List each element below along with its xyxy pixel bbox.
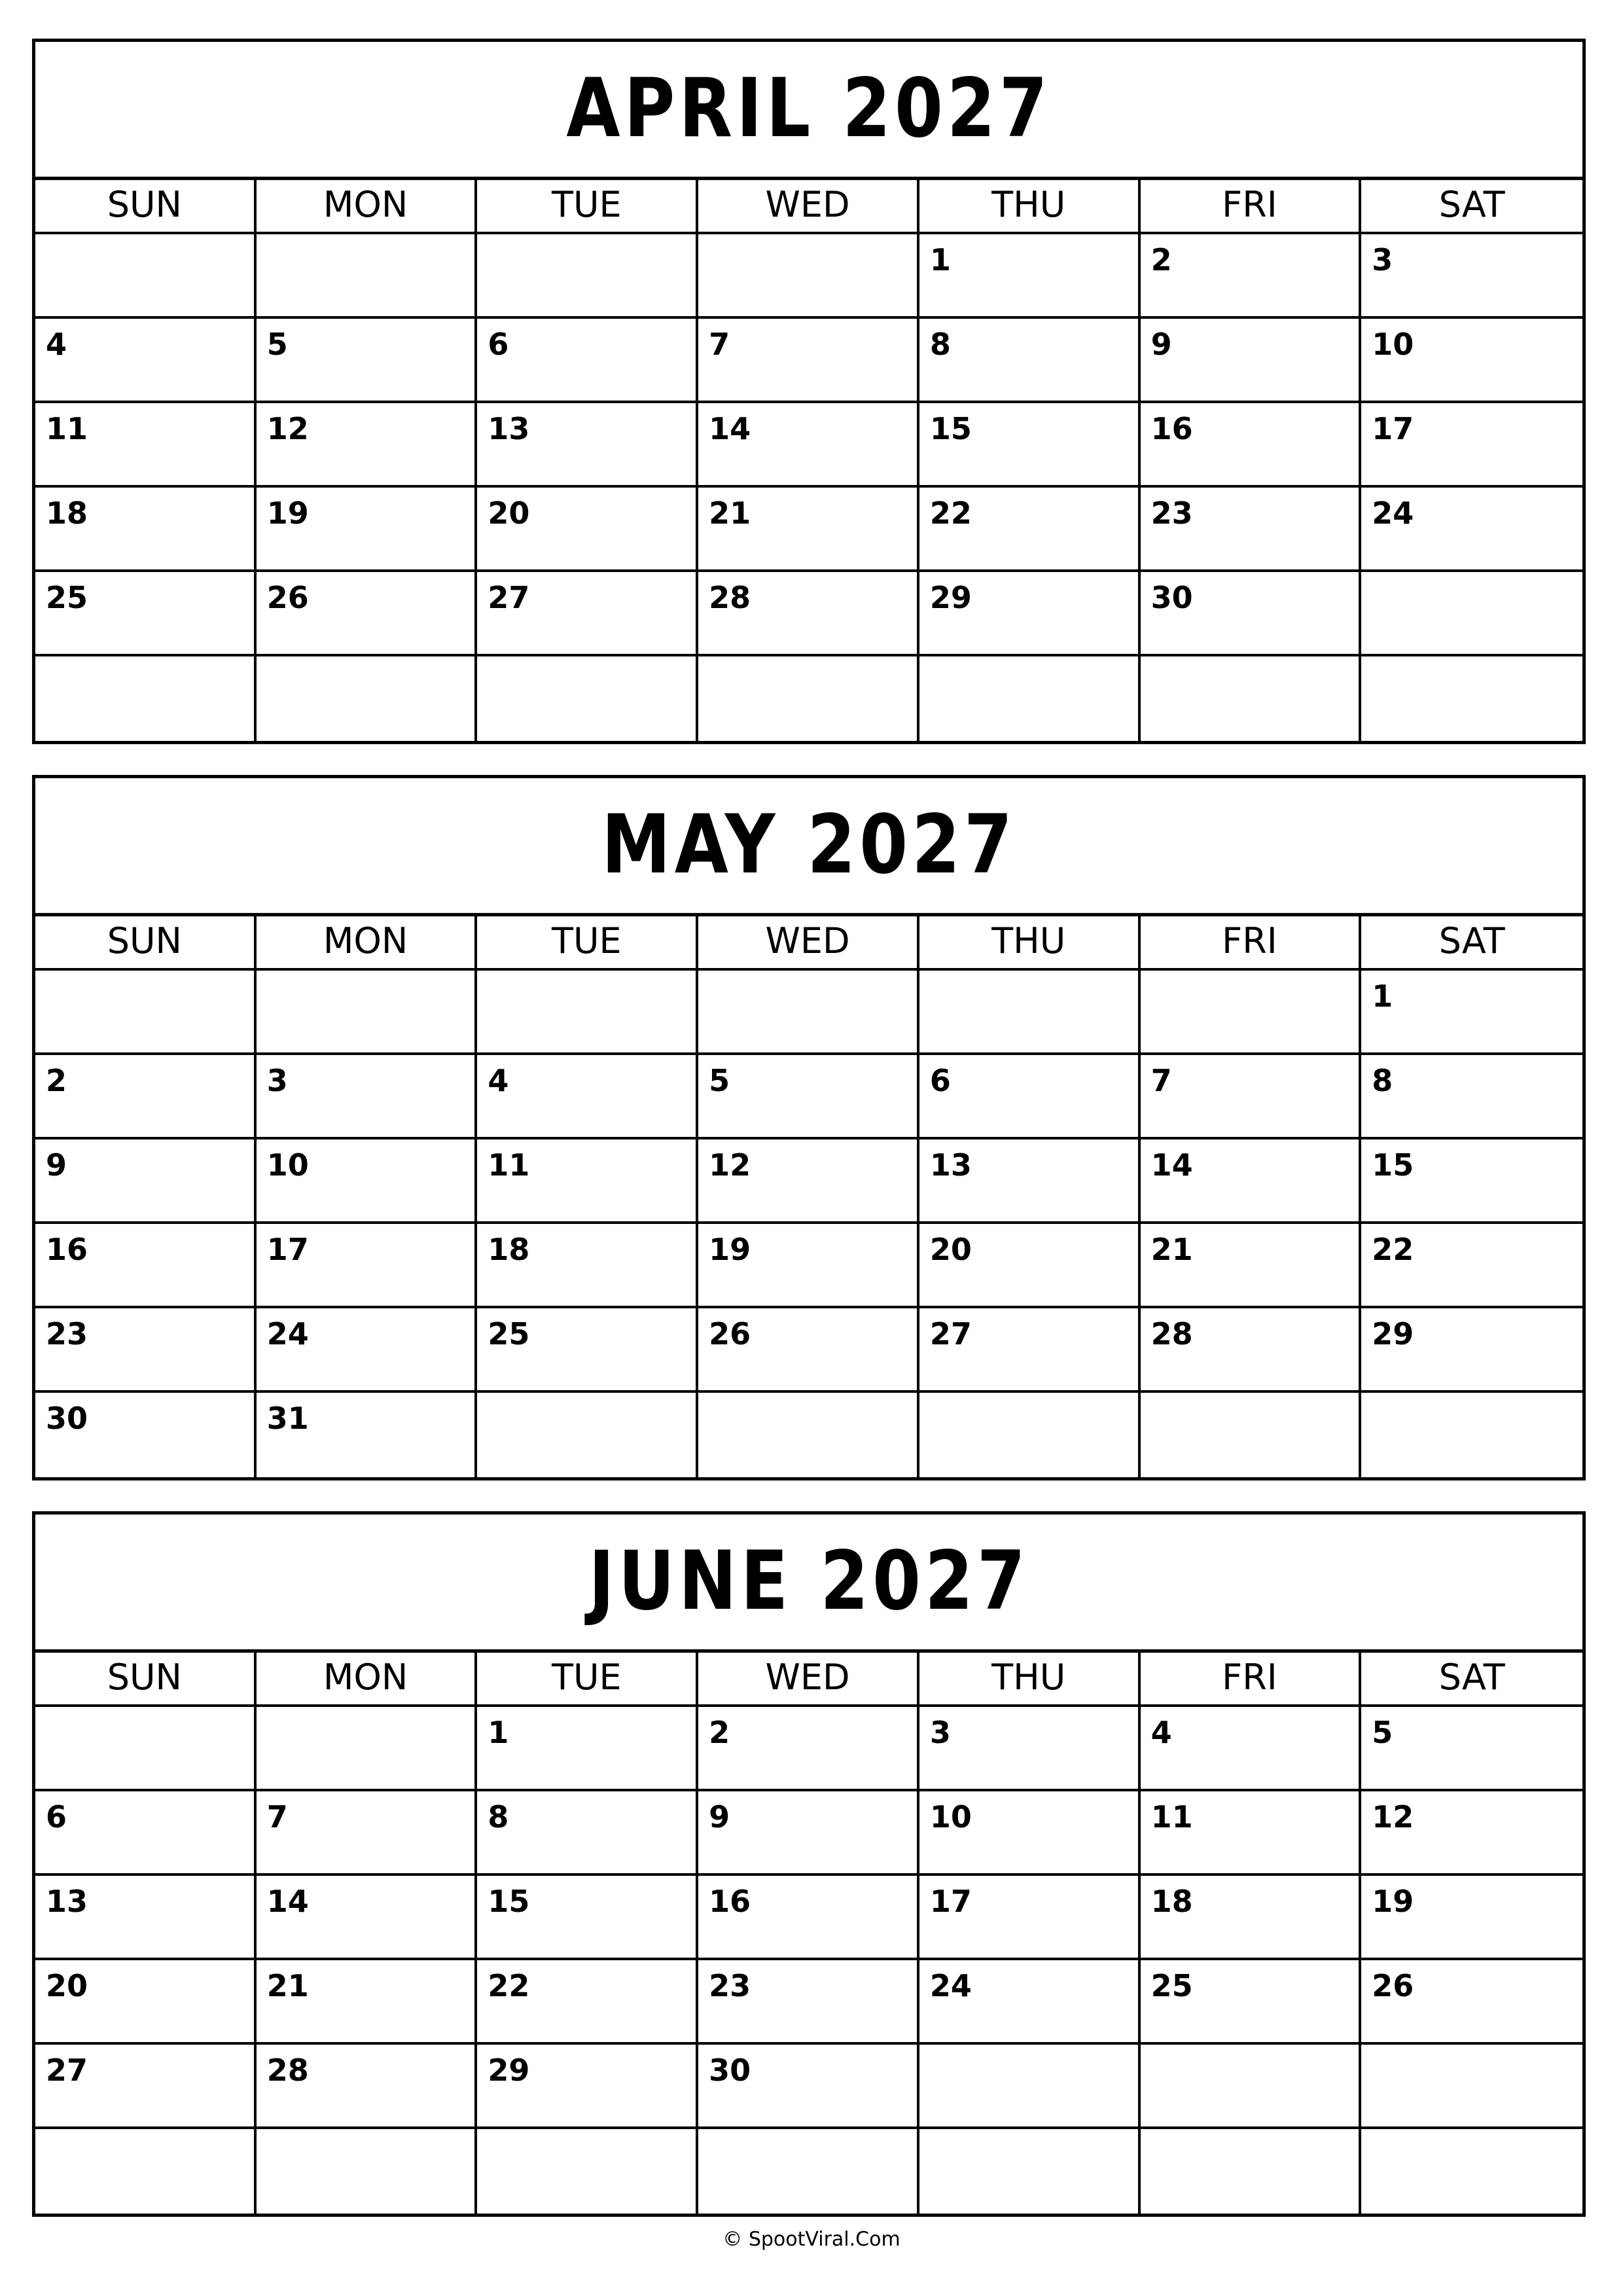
day-cell: [35, 971, 257, 1055]
day-cell: 14: [257, 1876, 478, 1960]
day-cell: [257, 234, 478, 319]
day-cell: 7: [1141, 1055, 1362, 1139]
day-cell: 21: [257, 1960, 478, 2045]
day-cell: 21: [698, 488, 919, 572]
weekday-header: SAT: [1361, 177, 1582, 234]
day-cell: 7: [257, 1791, 478, 1876]
day-cell: [698, 1393, 919, 1477]
day-cell: 6: [477, 319, 698, 403]
day-cell: 5: [257, 319, 478, 403]
day-cell: 13: [919, 1139, 1141, 1224]
day-cell: [35, 2129, 257, 2214]
day-cell: [919, 971, 1141, 1055]
day-cell: 27: [477, 572, 698, 656]
day-cell: [698, 234, 919, 319]
day-cell: [257, 971, 478, 1055]
day-cell: 2: [35, 1055, 257, 1139]
day-cell: 23: [35, 1308, 257, 1393]
day-cell: [477, 656, 698, 741]
month-calendar: [32, 39, 1586, 744]
day-cell: 15: [477, 1876, 698, 1960]
day-cell: [919, 656, 1141, 741]
day-cell: 17: [1361, 403, 1582, 488]
day-cell: 25: [1141, 1960, 1362, 2045]
day-cell: 19: [1361, 1876, 1582, 1960]
day-cell: 15: [919, 403, 1141, 488]
day-cell: 16: [35, 1224, 257, 1308]
weekday-header: THU: [919, 913, 1141, 971]
weekday-header: TUE: [477, 913, 698, 971]
day-cell: 1: [477, 1707, 698, 1791]
weekday-header: MON: [257, 177, 478, 234]
month-calendar: [32, 1511, 1586, 2217]
weekday-header: SAT: [1361, 1649, 1582, 1707]
day-cell: 28: [257, 2045, 478, 2129]
day-cell: 20: [477, 488, 698, 572]
day-cell: 30: [35, 1393, 257, 1477]
day-cell: 3: [1361, 234, 1582, 319]
day-cell: 17: [257, 1224, 478, 1308]
day-cell: 7: [698, 319, 919, 403]
day-cell: 27: [919, 1308, 1141, 1393]
day-cell: 20: [35, 1960, 257, 2045]
month-title: APRIL 2027: [35, 39, 1582, 180]
day-cell: 30: [1141, 572, 1362, 656]
weekday-header: WED: [698, 177, 919, 234]
day-cell: 8: [1361, 1055, 1582, 1139]
day-cell: [1361, 656, 1582, 741]
copyright-footer: © SpootViral.Com: [722, 2228, 901, 2251]
day-cell: 3: [257, 1055, 478, 1139]
day-cell: 13: [477, 403, 698, 488]
day-cell: 2: [698, 1707, 919, 1791]
day-cell: 19: [698, 1224, 919, 1308]
day-cell: 4: [1141, 1707, 1362, 1791]
weekday-header: FRI: [1141, 913, 1362, 971]
weekday-header: THU: [919, 177, 1141, 234]
day-cell: 16: [1141, 403, 1362, 488]
month-grid: [35, 177, 1582, 741]
day-cell: 6: [35, 1791, 257, 1876]
weekday-header: TUE: [477, 1649, 698, 1707]
day-cell: 29: [1361, 1308, 1582, 1393]
day-cell: [919, 2045, 1141, 2129]
day-cell: [1361, 572, 1582, 656]
weekday-header: WED: [698, 913, 919, 971]
day-cell: [1361, 2129, 1582, 2214]
day-cell: 9: [35, 1139, 257, 1224]
day-cell: [477, 2129, 698, 2214]
day-cell: [35, 1707, 257, 1791]
day-cell: 22: [1361, 1224, 1582, 1308]
day-cell: 29: [477, 2045, 698, 2129]
day-cell: [477, 971, 698, 1055]
day-cell: 27: [35, 2045, 257, 2129]
day-cell: 12: [698, 1139, 919, 1224]
day-cell: [1361, 2045, 1582, 2129]
day-cell: 10: [1361, 319, 1582, 403]
day-cell: [919, 2129, 1141, 2214]
day-cell: 12: [1361, 1791, 1582, 1876]
day-cell: 3: [919, 1707, 1141, 1791]
day-cell: [698, 971, 919, 1055]
day-cell: 24: [919, 1960, 1141, 2045]
day-cell: 26: [1361, 1960, 1582, 2045]
day-cell: 24: [1361, 488, 1582, 572]
weekday-header: MON: [257, 913, 478, 971]
day-cell: 21: [1141, 1224, 1362, 1308]
month-title: MAY 2027: [35, 775, 1582, 916]
day-cell: [35, 234, 257, 319]
day-cell: 30: [698, 2045, 919, 2129]
day-cell: 6: [919, 1055, 1141, 1139]
day-cell: 9: [698, 1791, 919, 1876]
day-cell: 19: [257, 488, 478, 572]
weekday-header: TUE: [477, 177, 698, 234]
day-cell: 23: [698, 1960, 919, 2045]
weekday-header: MON: [257, 1649, 478, 1707]
weekday-header: FRI: [1141, 177, 1362, 234]
weekday-header: SUN: [35, 1649, 257, 1707]
day-cell: 23: [1141, 488, 1362, 572]
day-cell: 9: [1141, 319, 1362, 403]
day-cell: 1: [1361, 971, 1582, 1055]
day-cell: 11: [1141, 1791, 1362, 1876]
day-cell: 5: [698, 1055, 919, 1139]
weekday-header: SUN: [35, 913, 257, 971]
day-cell: [698, 656, 919, 741]
day-cell: 17: [919, 1876, 1141, 1960]
day-cell: 2: [1141, 234, 1362, 319]
day-cell: 4: [477, 1055, 698, 1139]
weekday-header: SUN: [35, 177, 257, 234]
day-cell: [1141, 1393, 1362, 1477]
day-cell: 18: [1141, 1876, 1362, 1960]
day-cell: 14: [1141, 1139, 1362, 1224]
day-cell: 22: [919, 488, 1141, 572]
day-cell: [1361, 1393, 1582, 1477]
day-cell: 1: [919, 234, 1141, 319]
day-cell: 28: [698, 572, 919, 656]
day-cell: 8: [919, 319, 1141, 403]
day-cell: 15: [1361, 1139, 1582, 1224]
day-cell: 14: [698, 403, 919, 488]
month-grid: [35, 1649, 1582, 2214]
month-grid: [35, 913, 1582, 1477]
day-cell: [257, 2129, 478, 2214]
day-cell: [257, 656, 478, 741]
day-cell: [1141, 2129, 1362, 2214]
weekday-header: THU: [919, 1649, 1141, 1707]
day-cell: [919, 1393, 1141, 1477]
day-cell: 13: [35, 1876, 257, 1960]
day-cell: 10: [919, 1791, 1141, 1876]
day-cell: 5: [1361, 1707, 1582, 1791]
weekday-header: WED: [698, 1649, 919, 1707]
day-cell: 20: [919, 1224, 1141, 1308]
day-cell: 12: [257, 403, 478, 488]
day-cell: 25: [477, 1308, 698, 1393]
day-cell: 18: [35, 488, 257, 572]
day-cell: 28: [1141, 1308, 1362, 1393]
day-cell: [1141, 971, 1362, 1055]
day-cell: 8: [477, 1791, 698, 1876]
month-calendar: [32, 775, 1586, 1480]
day-cell: 4: [35, 319, 257, 403]
day-cell: 25: [35, 572, 257, 656]
day-cell: 26: [257, 572, 478, 656]
day-cell: 29: [919, 572, 1141, 656]
day-cell: [257, 1707, 478, 1791]
day-cell: 11: [477, 1139, 698, 1224]
day-cell: 31: [257, 1393, 478, 1477]
day-cell: [1141, 2045, 1362, 2129]
day-cell: [698, 2129, 919, 2214]
weekday-header: FRI: [1141, 1649, 1362, 1707]
day-cell: 10: [257, 1139, 478, 1224]
month-title: JUNE 2027: [35, 1511, 1582, 1653]
day-cell: 26: [698, 1308, 919, 1393]
day-cell: 22: [477, 1960, 698, 2045]
day-cell: [35, 656, 257, 741]
weekday-header: SAT: [1361, 913, 1582, 971]
day-cell: [477, 1393, 698, 1477]
day-cell: [477, 234, 698, 319]
day-cell: 16: [698, 1876, 919, 1960]
day-cell: [1141, 656, 1362, 741]
day-cell: 24: [257, 1308, 478, 1393]
day-cell: 11: [35, 403, 257, 488]
day-cell: 18: [477, 1224, 698, 1308]
